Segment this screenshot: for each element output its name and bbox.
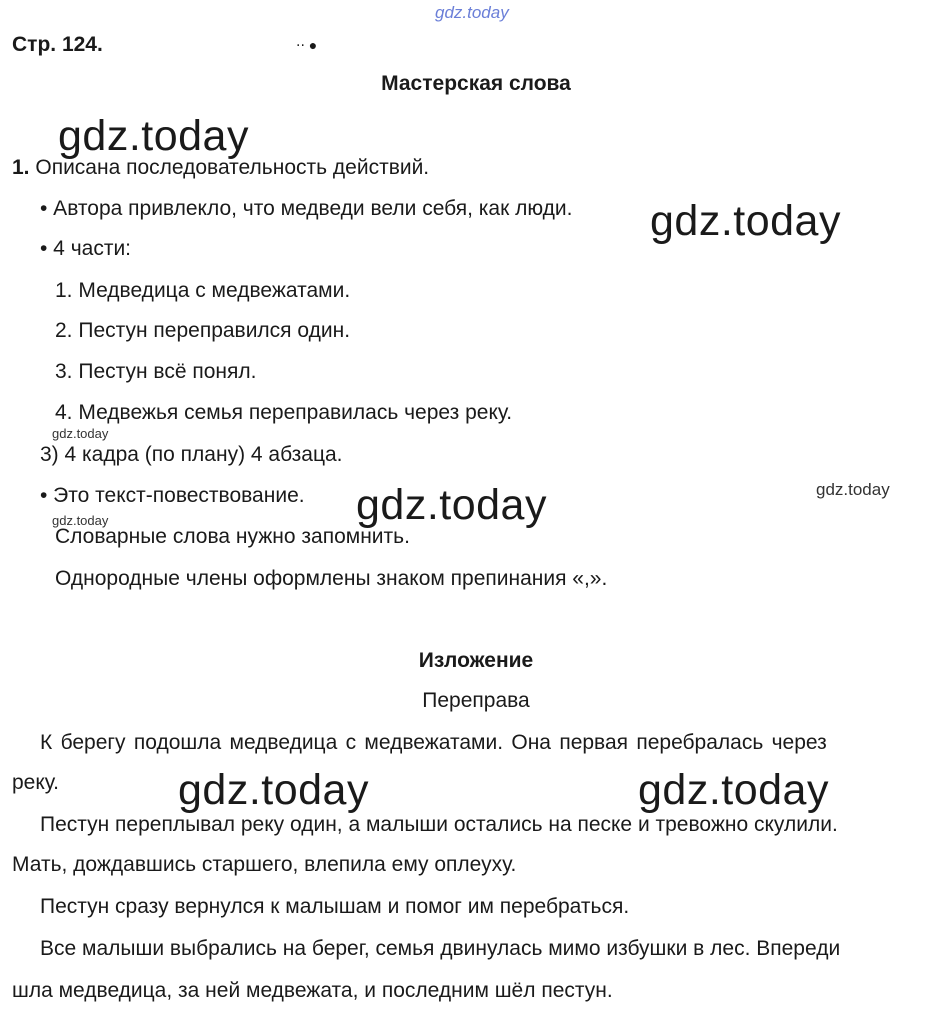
watermark-large: gdz.today: [58, 112, 249, 160]
note-line: Словарные слова нужно запомнить.: [55, 525, 410, 548]
bullet-line: • Автора привлекло, что медведи вели себя, как люди.: [40, 197, 573, 220]
task-text: Описана последовательность действий.: [35, 156, 430, 179]
exposition-line: К берегу подошла медведица с медвежатами. Она первая перебралась через: [40, 731, 827, 754]
page-reference: Стр. 124.: [12, 33, 103, 56]
watermark-small: gdz.today: [52, 513, 109, 528]
part-item: 2. Пестун переправился один.: [55, 319, 351, 342]
task-1: [12, 156, 429, 180]
exposition-title: Переправа: [422, 689, 530, 712]
exposition-line: Пестун сразу вернулся к малышам и помог им перебраться.: [40, 895, 630, 918]
exposition-line: шла медведица, за ней медвежата, и последним шёл пестун.: [12, 979, 613, 1002]
exposition-line: реку.: [12, 771, 60, 794]
watermark-large: gdz.today: [638, 766, 829, 814]
exposition-line: Пестун переплывал реку один, а малыши остались на песке и тревожно скулили.: [40, 813, 838, 836]
section-title: Мастерская слова: [381, 72, 571, 95]
item-3: 3) 4 кадра (по плану) 4 абзаца.: [40, 443, 343, 466]
note-line: Однородные члены оформлены знаком препинания «,».: [55, 567, 608, 590]
scan-artifact: ⋅⋅ ●: [296, 37, 318, 53]
watermark-top: gdz.today: [435, 3, 509, 22]
part-item: 3. Пестун всё понял.: [55, 360, 257, 383]
task-number: 1.: [12, 156, 30, 179]
part-item: 1. Медведица с медвежатами.: [55, 279, 351, 302]
watermark-small: gdz.today: [52, 426, 109, 441]
bullet-line: • 4 части:: [40, 237, 132, 260]
watermark-large: gdz.today: [356, 481, 547, 529]
part-item: 4. Медвежья семья переправилась через реку.: [55, 401, 513, 424]
watermark-large: gdz.today: [650, 197, 841, 245]
exposition-line: Мать, дождавшись старшего, влепила ему оплеуху.: [12, 853, 517, 876]
watermark-small: gdz.today: [816, 480, 890, 499]
watermark-large: gdz.today: [178, 766, 369, 814]
exposition-line: Все малыши выбрались на берег, семья двинулась мимо избушки в лес. Впереди: [40, 937, 841, 960]
bullet-line: • Это текст-повествование.: [40, 484, 305, 507]
exposition-heading: Изложение: [418, 649, 534, 672]
